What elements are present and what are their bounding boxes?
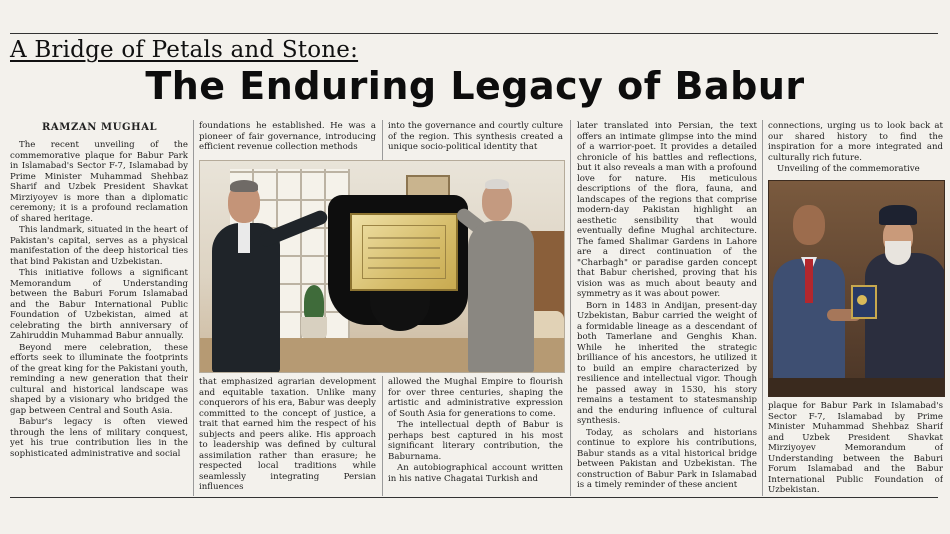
book-presentation-photo [768, 180, 945, 397]
plant-pot [301, 317, 327, 339]
column-divider [570, 120, 571, 496]
column-5-bottom [768, 401, 943, 495]
paragraph: into the governance and courtly culture of the region. This synthesis created a unique socio-political identity that [388, 121, 563, 152]
plaque-border [362, 225, 446, 279]
unveiling-photo [199, 160, 565, 373]
plaque-text-line [368, 267, 440, 269]
column-2-bottom [199, 377, 376, 495]
paragraph: Beyond mere celebration, these efforts seek to illuminate the footprints of the great king for the Pakistani youth, reminding a new generation that their cultural and historical landscape was shaped by a visionary who bridged the gap between Central and South Asia. [10, 342, 188, 416]
column-divider [193, 120, 194, 496]
plaque-text-line [368, 257, 440, 259]
paragraph: The recent unveiling of the commemorative plaque for Babur Park in Islamabad's Sector F-7, Islamabad by Prime Minister Muhammad Shehbaz Sharif and Uzbek President Shavkat Mirziyoyev is more than a diplomatic ceremony; it is a profound reclamation of shared heritage. [10, 140, 188, 224]
plaque-text-line [368, 237, 440, 239]
column-3-bottom [388, 377, 563, 495]
column-1 [10, 140, 188, 494]
table [769, 378, 944, 396]
bottom-rule [10, 497, 938, 498]
paragraph: foundations he established. He was a pioneer of fair governance, introducing efficient revenue collection methods [199, 121, 376, 152]
column-3-top [388, 121, 563, 159]
paragraph: The intellectual depth of Babur is perhaps best captured in his most significant literary contribution, the Baburnama. [388, 420, 563, 462]
presented-book [851, 285, 877, 319]
person-right-hair [485, 179, 509, 189]
person-right-body [468, 221, 534, 373]
paragraph: Babur's legacy is often viewed through the lens of military conquest, yet his true contribution lies in the sophisticated administrative and social [10, 417, 188, 459]
paragraph: Born in 1483 in Andijan, present-day Uzbekistan, Babur carried the weight of a formidable lineage as a descendant of both Tamerlane and Genghis Khan. While he inherited the strategic brilliance of his ancestors, he utilized it to build an empire characterized by resilience and intellectual vigor. Though he passed away in 1530, his story remains a testament to statesmanship and the enduring influence of cultural synthesis. [577, 300, 757, 426]
article-headline: The Enduring Legacy of Babur [145, 64, 805, 108]
column-divider [762, 120, 763, 496]
plaque-text-line [368, 247, 440, 249]
commemorative-plaque [350, 213, 458, 291]
paragraph: that emphasized agrarian development and equitable taxation. Unlike many conquerors of his era, Babur was deeply committed to the concept of justice, a trait that earned him the respect of his subjects and peers alike. His approach to leadership was defined by cultural assimilation rather than erasure; he respected local traditions while seamlessly integrating Persian influences [199, 377, 376, 492]
person-robe-cap [879, 205, 917, 225]
plant [304, 285, 324, 319]
paragraph: allowed the Mughal Empire to flourish for over three centuries, shaping the artistic and administrative expression of South Asia for generations to come. [388, 377, 563, 419]
top-rule [10, 33, 938, 34]
person-suit-tie [805, 259, 813, 303]
column-4 [577, 121, 757, 495]
article-byline: RAMZAN MUGHAL [42, 122, 158, 133]
paragraph: plaque for Babur Park in Islamabad's Sector F-7, Islamabad by Prime Minister Muhammad Shehbaz Sharif and Uzbek President Shavkat Mirziyoyev Memorandum of Understanding between the Baburi Forum Islamabad and the Babur International Public Foundation of Uzbekistan. [768, 401, 943, 495]
paragraph: connections, urging us to look back at our shared history to find the inspiration for a more integrated and culturally rich future. [768, 121, 943, 163]
paragraph: Unveiling of the commemorative [777, 164, 920, 174]
paragraph: This landmark, situated in the heart of Pakistan's capital, serves as a physical manifestation of the deep historical ties that bind Pakistan and Uzbekistan. [10, 225, 188, 267]
book-emblem-icon [857, 295, 867, 305]
paragraph: Today, as scholars and historians continue to explore his contributions, Babur stands as a vital historical bridge between Pakistan and Uzbekistan. The construction of Babur Park in Islamabad is a timely reminder of these ancient [577, 427, 757, 490]
column-divider [382, 376, 383, 496]
article-kicker: A Bridge of Petals and Stone: [10, 37, 359, 63]
paragraph: later translated into Persian, the text offers an intimate glimpse into the mind of a warrior-poet. It provides a detailed chronicle of his battles and reflections, but it also reveals a man with a profound love for nature. His meticulous descriptions of the flora, fauna, and landscapes of the regions that comprise modern-day Pakistan highlight an aesthetic sensibility that would eventually define Mughal architecture. The famed Shalimar Gardens in Lahore are a direct continuation of the "Charbagh" or paradise garden concept that Babur cherished, proving that his vision was as much about beauty and symmetry as it was about power. [577, 121, 757, 299]
person-left-shirt [238, 223, 250, 253]
column-5-top [768, 121, 943, 177]
person-robe-body [865, 253, 945, 397]
paragraph: An autobiographical account written in his native Chagatai Turkish and [388, 463, 563, 484]
paragraph: This initiative follows a significant Memorandum of Understanding between the Baburi Forum Islamabad and the Babur International Public Foundation of Uzbekistan, aimed at celebrating the birth anniversary of Zahiruddin Muhammad Babur annually. [10, 268, 188, 341]
column-2-top [199, 121, 376, 159]
person-left-hair [230, 180, 258, 192]
person-suit-head [793, 205, 825, 245]
column-divider [382, 120, 383, 160]
